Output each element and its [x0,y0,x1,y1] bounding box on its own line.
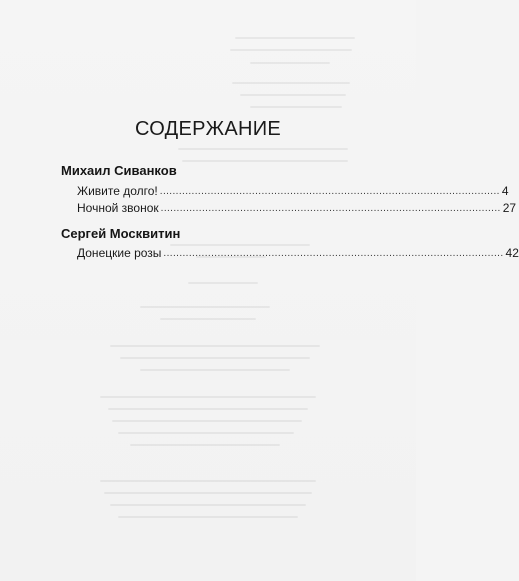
author-name: Сергей Москвитин [61,226,181,241]
toc-entry-title: Ночной звонок [77,201,159,215]
dot-leader: ........................................................................................................... [160,203,501,214]
toc-entry-title: Донецкие розы [77,246,162,260]
dot-leader: ........................................................................................................... [163,248,504,259]
page-title: СОДЕРЖАНИЕ [134,118,282,140]
toc-entry[interactable] [77,246,519,260]
toc-page-number: 42 [505,246,519,260]
toc-entry[interactable] [77,201,517,215]
toc-entry[interactable] [77,184,509,198]
author-name: Михаил Сиванков [61,163,177,178]
dot-leader: ........................................................................................................... [159,186,500,197]
toc-page-number: 4 [501,184,509,198]
toc-entry-title: Живите долго! [77,184,158,198]
toc-page-number: 27 [502,201,517,215]
